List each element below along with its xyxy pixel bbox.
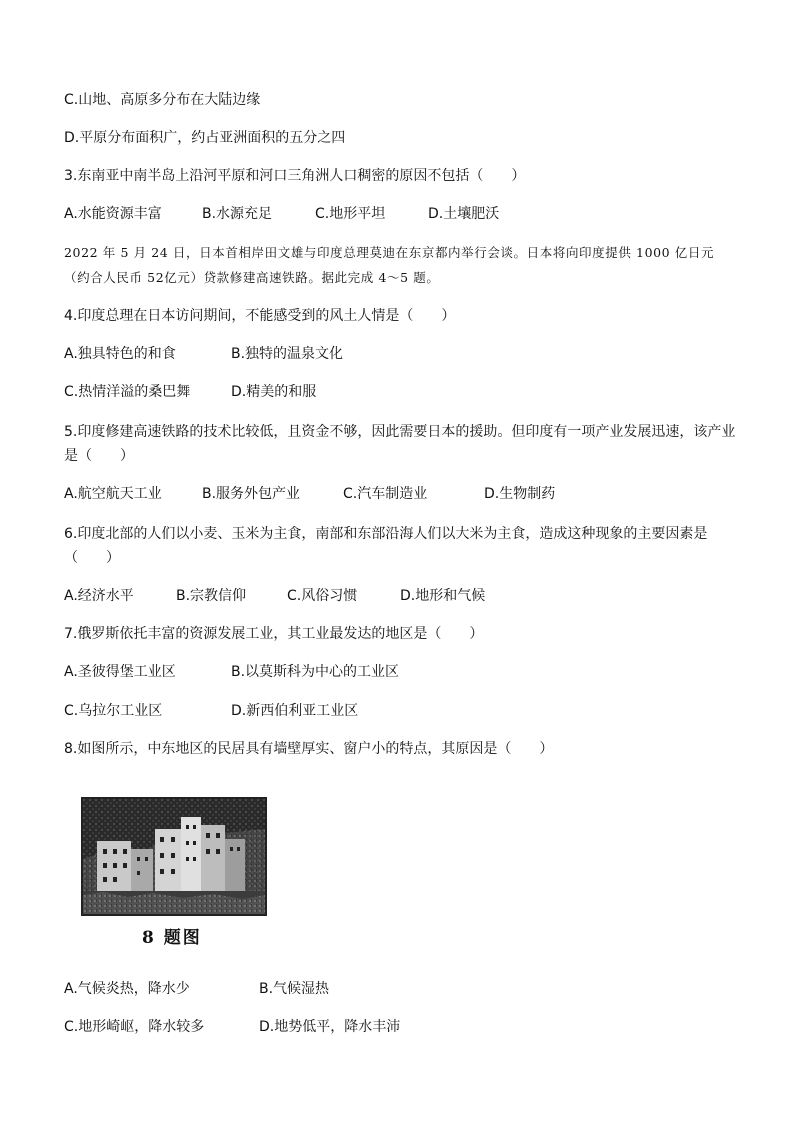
q6-option-d: D.地形和气候 [400, 588, 486, 604]
q7-option-a: A.圣彼得堡工业区 [64, 664, 176, 680]
q4-option-b: B.独特的温泉文化 [231, 346, 344, 362]
q3-option-a: A.水能资源丰富 [64, 206, 162, 222]
q8-option-d: D.地势低平，降水丰沛 [259, 1019, 401, 1035]
q3-option-b: B.水源充足 [202, 206, 273, 222]
q7-option-c: C.乌拉尔工业区 [64, 703, 163, 719]
q6-stem-line-1: 6.印度北部的人们以小麦、玉米为主食，南部和东部沿海人们以大米为主食，造成这种现象的主要因素是 [64, 526, 708, 542]
q6-stem-line-2: （ ） [64, 550, 120, 566]
q5-option-c: C.汽车制造业 [343, 486, 428, 502]
q3-option-c: C.地形平坦 [315, 206, 386, 222]
q5-option-b: B.服务外包产业 [202, 486, 301, 502]
q8-figure-photo [81, 797, 267, 916]
q4-option-d: D.精美的和服 [231, 384, 317, 400]
q2-option-c: C.山地、高原多分布在大陆边缘 [64, 92, 261, 108]
passage-line-1: 2022 年 5 月 24 日，日本首相岸田文雄与印度总理莫迪在东京都内举行会谈。日本将向印度提供 1000 亿日元 [64, 245, 715, 260]
q5-stem-line-1: 5.印度修建高速铁路的技术比较低，且资金不够，因此需要日本的援助。但印度有一项产业发展迅速，该产业 [64, 424, 736, 440]
q3-stem: 3.东南亚中南半岛上沿河平原和河口三角洲人口稠密的原因不包括（ ） [64, 168, 526, 184]
q7-stem: 7.俄罗斯依托丰富的资源发展工业，其工业最发达的地区是（ ） [64, 626, 484, 642]
q6-option-c: C.风俗习惯 [287, 588, 358, 604]
q2-option-d: D.平原分布面积广，约占亚洲面积的五分之四 [64, 130, 346, 146]
passage-line-2: （约合人民币 52亿元）贷款修建高速铁路。据此完成 4～5 题。 [64, 270, 440, 285]
q6-option-b: B.宗教信仰 [176, 588, 247, 604]
q4-stem: 4.印度总理在日本访问期间，不能感受到的风土人情是（ ） [64, 308, 456, 324]
q5-option-d: D.生物制药 [484, 486, 556, 502]
q8-option-a: A.气候炎热，降水少 [64, 981, 190, 997]
q8-option-c: C.地形崎岖，降水较多 [64, 1019, 205, 1035]
q5-option-a: A.航空航天工业 [64, 486, 162, 502]
q6-option-a: A.经济水平 [64, 588, 134, 604]
q8-stem: 8.如图所示，中东地区的民居具有墙壁厚实、窗户小的特点，其原因是（ ） [64, 741, 554, 757]
q3-option-d: D.土壤肥沃 [428, 206, 500, 222]
q8-figure-caption: 8 题图 [142, 928, 202, 948]
q7-option-b: B.以莫斯科为中心的工业区 [231, 664, 400, 680]
q7-option-d: D.新西伯利亚工业区 [231, 703, 359, 719]
q5-stem-line-2: 是（ ） [64, 448, 134, 464]
q4-option-c: C.热情洋溢的桑巴舞 [64, 384, 191, 400]
q4-option-a: A.独具特色的和食 [64, 346, 176, 362]
q8-option-b: B.气候湿热 [259, 981, 330, 997]
